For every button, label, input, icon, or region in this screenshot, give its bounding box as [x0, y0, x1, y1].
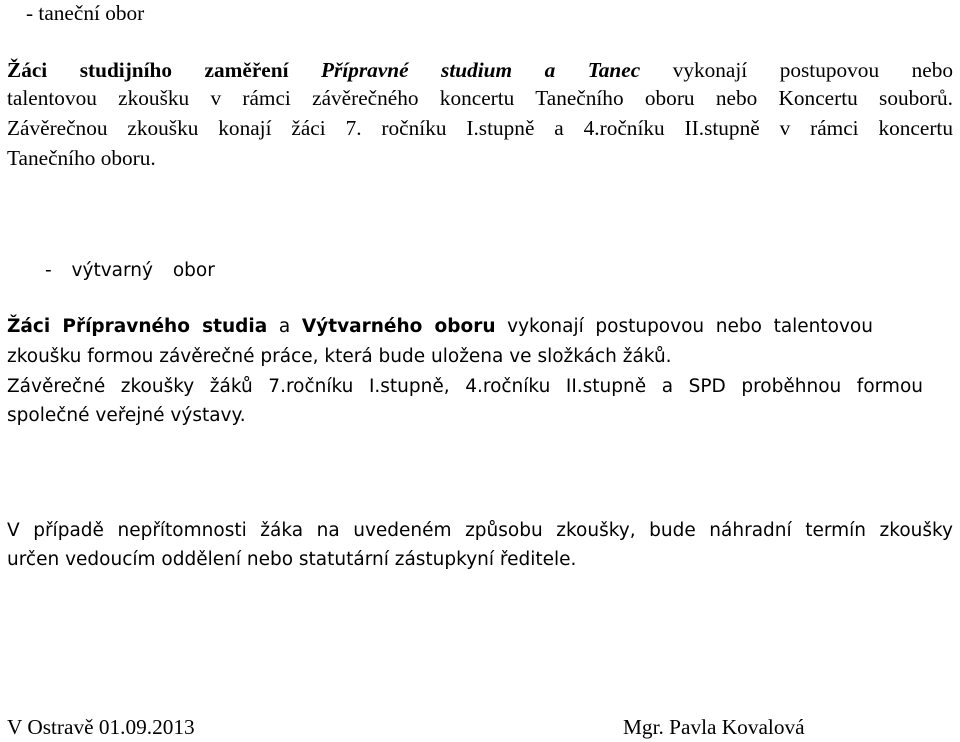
art-line1-rest: vykonají postupovou nebo talentovou [507, 316, 873, 337]
absence-paragraph-line-2: určen vedoucím oddělení nebo statutární zástupkyní ředitele. [7, 549, 577, 570]
absence-paragraph-line-1: V případě nepřítomnosti žáka na uvedeném způsobu zkoušky, bude náhradní termín zkoušky [7, 520, 953, 541]
art-paragraph-line-1 [7, 314, 873, 340]
art-paragraph-line-3: Závěrečné zkoušky žáků 7.ročníku I.stupně, 4.ročníku II.stupně a SPD proběhnou formou [7, 376, 923, 397]
dance-paragraph-line-3: Závěrečnou zkoušku konají žáci 7. ročníku I.stupně a 4.ročníku II.stupně v rámci koncertu [7, 116, 953, 140]
art-students-label: Žáci Přípravného studia [7, 316, 268, 337]
art-field-name: Výtvarného oboru [301, 316, 496, 337]
dance-paragraph-line-1 [7, 57, 953, 83]
art-section-heading: - výtvarný obor [45, 260, 215, 281]
dance-paragraph-line-2: talentovou zkoušku v rámci závěrečného koncertu Tanečního oboru nebo Koncertu souborů. [7, 86, 953, 110]
dance-students-label: Žáci studijního zaměření [7, 58, 289, 82]
art-paragraph-line-2: zkoušku formou závěrečné práce, která bude uložena ve složkách žáků. [7, 346, 672, 367]
art-and-word: a [278, 316, 291, 337]
signature-name: Mgr. Pavla Kovalová [623, 715, 805, 739]
place-and-date: V Ostravě 01.09.2013 [7, 715, 195, 739]
dance-paragraph-line-4: Tanečního oboru. [7, 146, 156, 170]
art-paragraph-line-4: společné veřejné výstavy. [7, 405, 246, 426]
dance-line1-rest: vykonají postupovou nebo [672, 58, 953, 82]
dance-program-name: Přípravné studium a Tanec [321, 58, 641, 82]
dance-section-heading: - taneční obor [26, 1, 145, 25]
